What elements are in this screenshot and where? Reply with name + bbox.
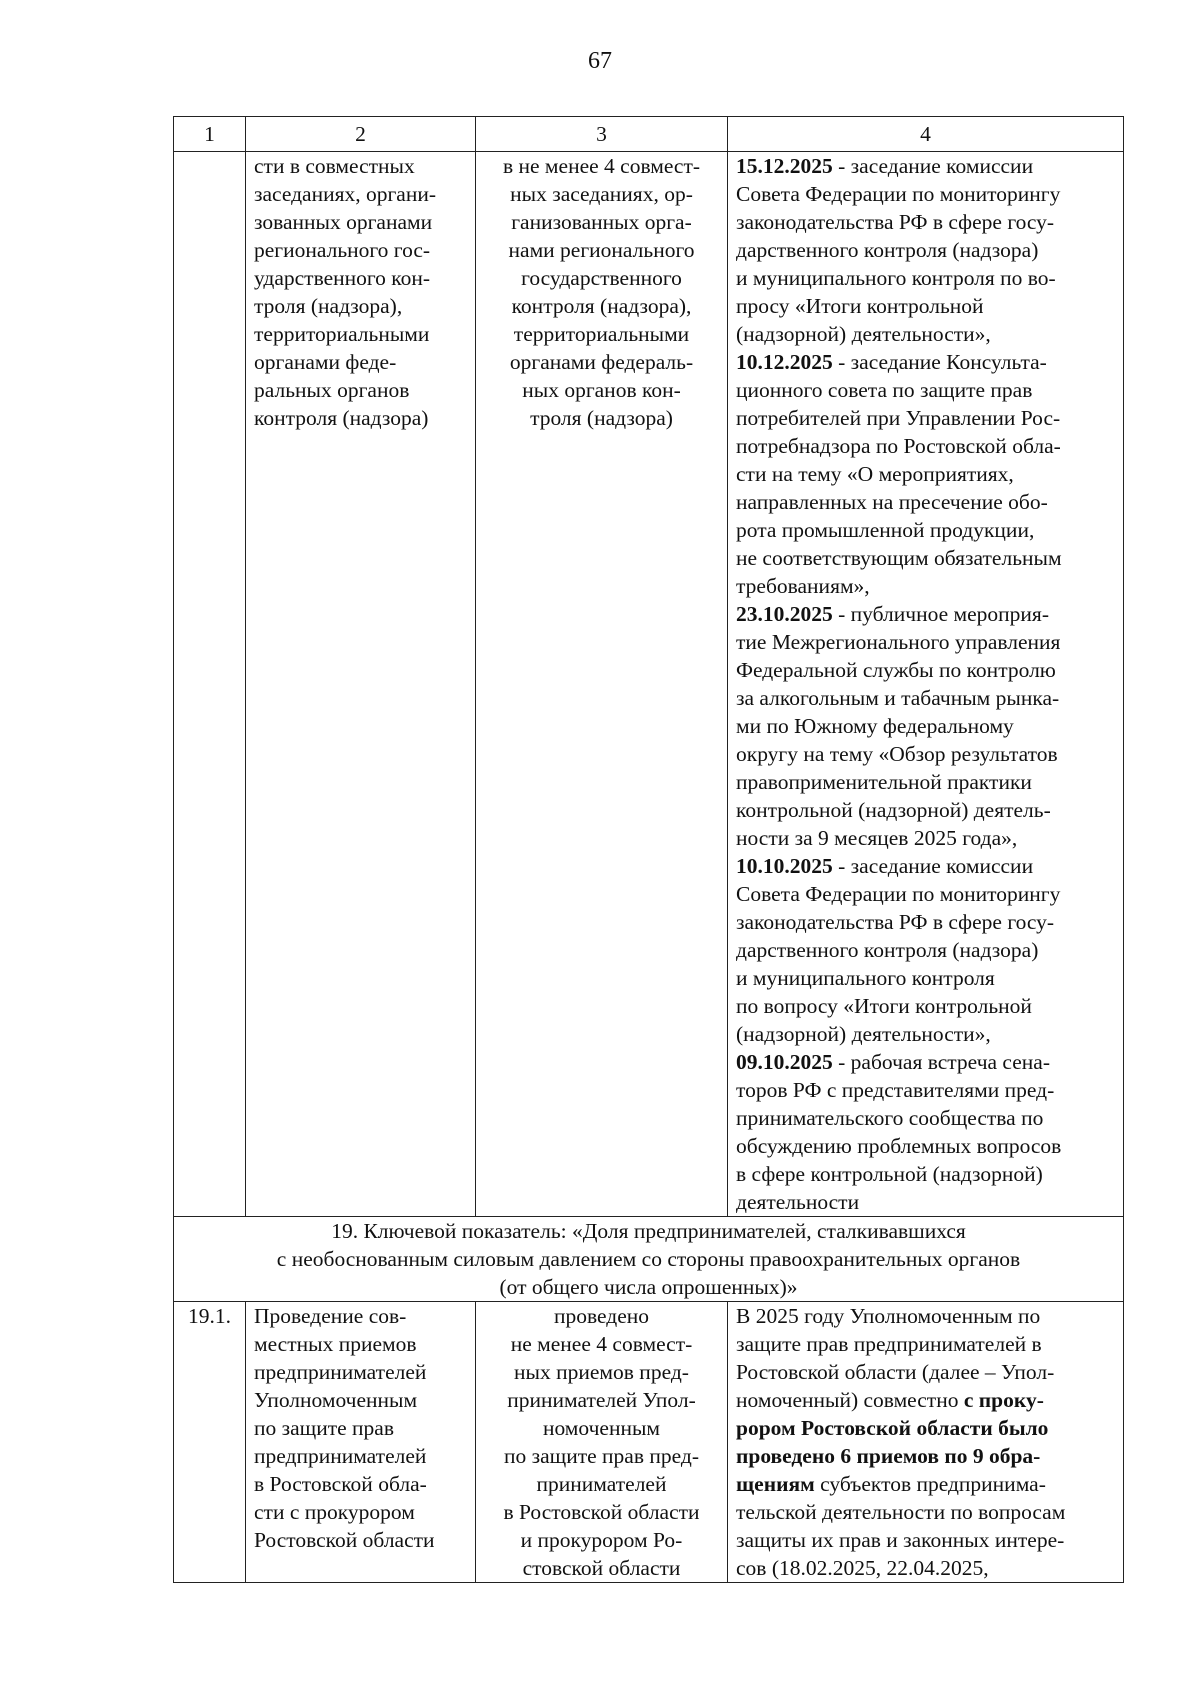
- text-run: - заседание комиссии: [832, 154, 1034, 178]
- text-line: регионального гос-: [254, 238, 431, 262]
- text-line: [736, 740, 1115, 768]
- header-col-2: 2: [246, 117, 476, 152]
- report-table: [173, 116, 1124, 1583]
- text-run: - заседание комиссии: [832, 854, 1034, 878]
- text-line: [736, 180, 1115, 208]
- text-run: торов РФ с представителями пред-: [736, 1078, 1055, 1102]
- text-line: [736, 1104, 1115, 1132]
- text-line: органами феде-: [254, 350, 397, 374]
- text-line: [736, 1076, 1115, 1104]
- bold-text: 15.12.2025: [736, 154, 833, 178]
- text-line: номоченным: [542, 1416, 661, 1440]
- text-run: обсуждению проблемных вопросов: [736, 1134, 1062, 1158]
- text-run: контрольной (надзорной) деятель-: [736, 798, 1051, 822]
- text-line: [736, 264, 1115, 292]
- text-line: контроля (надзора): [254, 406, 429, 430]
- text-line: ганизованных орга-: [511, 210, 692, 234]
- text-line: [736, 460, 1115, 488]
- activity-cell: [246, 1302, 476, 1583]
- text-line: [736, 404, 1115, 432]
- text-line: (от общего числа опрошенных)»: [499, 1275, 798, 1299]
- text-line: ударственного кон-: [254, 266, 431, 290]
- text-line: [736, 908, 1115, 936]
- text-line: в не менее 4 совмест-: [502, 154, 701, 178]
- text-run: - публичное мероприя-: [832, 602, 1049, 626]
- text-line: [736, 880, 1115, 908]
- text-line: [736, 1526, 1115, 1554]
- bold-text: щениям: [736, 1472, 815, 1496]
- text-line: не менее 4 совмест-: [510, 1332, 693, 1356]
- text-line: нами регионального: [508, 238, 695, 262]
- bold-text: 23.10.2025: [736, 602, 833, 626]
- text-run: (надзорной) деятельности»,: [736, 1022, 991, 1046]
- text-run: потребителей при Управлении Рос-: [736, 406, 1061, 430]
- text-line: принимателей Упол-: [507, 1388, 696, 1412]
- text-line: ральных органов: [254, 378, 410, 402]
- text-run: - заседание Консульта-: [832, 350, 1047, 374]
- text-run: Совета Федерации по мониторингу: [736, 882, 1061, 906]
- target-cell: [476, 1302, 728, 1583]
- bold-text: с проку-: [963, 1388, 1044, 1412]
- text-line: [736, 1414, 1115, 1442]
- text-line: [736, 1358, 1115, 1386]
- text-line: [736, 320, 1115, 348]
- text-line: органами федераль-: [509, 350, 694, 374]
- activity-cell: [246, 152, 476, 1217]
- bold-text: 09.10.2025: [736, 1050, 833, 1074]
- text-line: ных органов кон-: [522, 378, 681, 402]
- text-run: тие Межрегионального управления: [736, 630, 1061, 654]
- text-run: ми по Южному федеральному: [736, 714, 1014, 738]
- result-cell: [728, 152, 1124, 1217]
- text-run: законодательства РФ в сфере госу-: [736, 210, 1055, 234]
- text-run: рота промышленной продукции,: [736, 518, 1035, 542]
- text-line: [736, 572, 1115, 600]
- page-number: 67: [588, 48, 612, 74]
- text-line: в Ростовской обла-: [254, 1472, 427, 1496]
- text-line: контроля (надзора),: [511, 294, 692, 318]
- text-run: номоченный) совместно: [736, 1388, 964, 1412]
- text-run: В 2025 году Уполномоченным по: [736, 1304, 1041, 1328]
- text-line: [736, 1160, 1115, 1188]
- bold-text: 10.12.2025: [736, 350, 833, 374]
- text-line: [736, 1330, 1115, 1358]
- row-number-cell: [174, 152, 246, 1217]
- bold-text: рором Ростовской области было: [736, 1416, 1049, 1440]
- target-cell: [476, 152, 728, 1217]
- text-line: в Ростовской области: [503, 1500, 700, 1524]
- text-line: государственного: [521, 266, 682, 290]
- section-heading-row: [174, 1217, 1124, 1302]
- text-run: Федеральной службы по контролю: [736, 658, 1056, 682]
- text-line: [736, 1188, 1115, 1216]
- text-line: [736, 852, 1115, 880]
- text-line: ных заседаниях, ор-: [510, 182, 693, 206]
- text-line: [736, 600, 1115, 628]
- text-run: (надзорной) деятельности»,: [736, 322, 991, 346]
- text-line: заседаниях, органи-: [254, 182, 437, 206]
- text-run: правоприменительной практики: [736, 770, 1032, 794]
- text-line: [736, 488, 1115, 516]
- text-run: защиты их прав и законных интере-: [736, 1528, 1065, 1552]
- text-run: субъектов предпринима-: [814, 1472, 1046, 1496]
- text-run: деятельности: [736, 1190, 860, 1214]
- result-cell: [728, 1302, 1124, 1583]
- text-line: по защите прав пред-: [504, 1444, 699, 1468]
- text-line: [736, 1470, 1115, 1498]
- text-run: направленных на пресечение обо-: [736, 490, 1048, 514]
- text-line: предпринимателей: [254, 1360, 427, 1384]
- text-line: [736, 628, 1115, 656]
- text-line: стовской области: [522, 1556, 681, 1580]
- text-run: потребнадзора по Ростовской обла-: [736, 434, 1061, 458]
- text-line: зованных органами: [254, 210, 433, 234]
- text-run: принимательского сообщества по: [736, 1106, 1044, 1130]
- text-run: требованиям»,: [736, 574, 870, 598]
- text-line: [736, 544, 1115, 572]
- text-line: [736, 1048, 1115, 1076]
- text-line: местных приемов: [254, 1332, 417, 1356]
- text-line: [736, 516, 1115, 544]
- text-line: сти с прокурором: [254, 1500, 415, 1524]
- text-line: [736, 684, 1115, 712]
- text-run: защите прав предпринимателей в: [736, 1332, 1042, 1356]
- text-line: троля (надзора): [530, 406, 673, 430]
- text-run: сти на тему «О мероприятиях,: [736, 462, 1014, 486]
- table-row: [174, 152, 1124, 1217]
- text-line: [736, 1554, 1115, 1582]
- header-col-4: 4: [728, 117, 1124, 152]
- bold-text: 10.10.2025: [736, 854, 833, 878]
- text-run: округу на тему «Обзор результатов: [736, 742, 1058, 766]
- text-run: тельской деятельности по вопросам: [736, 1500, 1066, 1524]
- table-header-row: [174, 117, 1124, 152]
- text-line: [736, 936, 1115, 964]
- text-run: не соответствующим обязательным: [736, 546, 1062, 570]
- text-line: Ростовской области: [254, 1528, 435, 1552]
- text-run: Ростовской области (далее – Упол-: [736, 1360, 1055, 1384]
- text-line: [736, 992, 1115, 1020]
- text-line: предпринимателей: [254, 1444, 427, 1468]
- text-line: Уполномоченным: [254, 1388, 418, 1412]
- text-line: [736, 208, 1115, 236]
- text-line: территориальными: [254, 322, 430, 346]
- text-line: [736, 964, 1115, 992]
- text-line: [736, 1302, 1115, 1330]
- text-line: [736, 236, 1115, 264]
- text-run: просу «Итоги контрольной: [736, 294, 984, 318]
- text-line: [736, 824, 1115, 852]
- text-line: [736, 768, 1115, 796]
- row-number-cell: 19.1.: [174, 1302, 246, 1583]
- text-line: по защите прав: [254, 1416, 394, 1440]
- text-line: сти в совместных: [254, 154, 415, 178]
- text-line: [736, 1386, 1115, 1414]
- key-indicator-heading: [174, 1217, 1124, 1302]
- text-line: [736, 152, 1115, 180]
- text-line: [736, 1442, 1115, 1470]
- text-run: законодательства РФ в сфере госу-: [736, 910, 1055, 934]
- text-run: и муниципального контроля: [736, 966, 995, 990]
- text-line: с необоснованным силовым давлением со стороны правоохранительных органов: [276, 1247, 1021, 1271]
- text-run: ности за 9 месяцев 2025 года»,: [736, 826, 1018, 850]
- text-line: ных приемов пред-: [514, 1360, 689, 1384]
- header-col-1: 1: [174, 117, 246, 152]
- text-line: троля (надзора),: [254, 294, 403, 318]
- header-col-3: 3: [476, 117, 728, 152]
- text-line: 19. Ключевой показатель: «Доля предпринимателей, сталкивавшихся: [331, 1219, 966, 1243]
- text-line: Проведение сов-: [254, 1304, 407, 1328]
- text-line: территориальными: [513, 322, 690, 346]
- text-line: [736, 1132, 1115, 1160]
- text-run: дарственного контроля (надзора): [736, 938, 1039, 962]
- text-run: по вопросу «Итоги контрольной: [736, 994, 1032, 1018]
- text-line: [736, 348, 1115, 376]
- table-row: [174, 1302, 1124, 1583]
- text-line: и прокурором Ро-: [520, 1528, 683, 1552]
- text-line: [736, 1020, 1115, 1048]
- text-line: [736, 656, 1115, 684]
- text-run: Совета Федерации по мониторингу: [736, 182, 1061, 206]
- text-line: [736, 432, 1115, 460]
- text-run: дарственного контроля (надзора): [736, 238, 1039, 262]
- text-line: [736, 796, 1115, 824]
- text-run: сов (18.02.2025, 22.04.2025,: [736, 1556, 989, 1580]
- bold-text: проведено 6 приемов по 9 обра-: [736, 1444, 1041, 1468]
- text-line: принимателей: [536, 1472, 667, 1496]
- text-run: - рабочая встреча сена-: [832, 1050, 1050, 1074]
- text-run: в сфере контрольной (надзорной): [736, 1162, 1043, 1186]
- text-run: ционного совета по защите прав: [736, 378, 1033, 402]
- text-run: и муниципального контроля по во-: [736, 266, 1056, 290]
- text-line: [736, 376, 1115, 404]
- text-line: [736, 1498, 1115, 1526]
- text-line: [736, 712, 1115, 740]
- text-line: проведено: [553, 1304, 650, 1328]
- text-line: [736, 292, 1115, 320]
- text-run: за алкогольным и табачным рынка-: [736, 686, 1060, 710]
